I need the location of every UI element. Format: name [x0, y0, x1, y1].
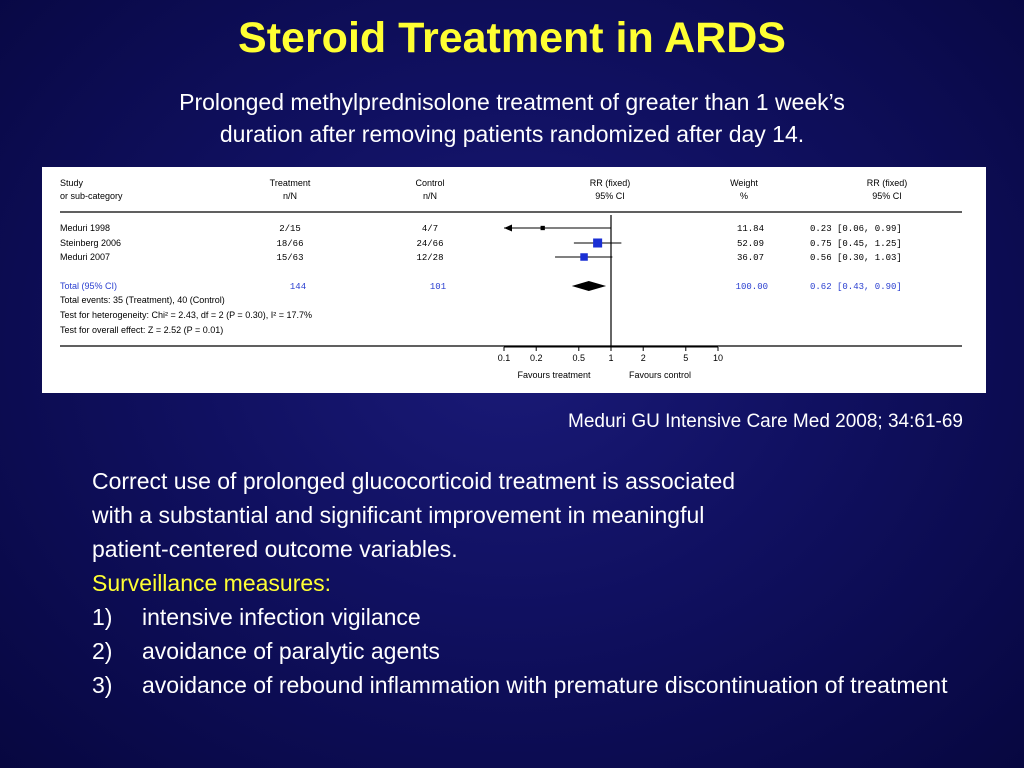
total-row: [60, 281, 902, 292]
study-rr: 0.75 [0.45, 1.25]: [810, 239, 902, 249]
list-item: [92, 668, 972, 702]
header-treatment-sub: n/N: [282, 191, 298, 201]
list-item: [92, 634, 972, 668]
header-weight-sub: %: [739, 191, 749, 201]
study-treatment: 18/66: [276, 239, 304, 249]
total-control: 101: [429, 282, 447, 292]
study-rr: 0.56 [0.30, 1.03]: [810, 253, 902, 263]
header-control: Control: [415, 178, 445, 188]
study-weight: 52.09: [736, 239, 764, 249]
body-text: [92, 464, 972, 702]
study-name: Steinberg 2006: [60, 238, 122, 248]
point-estimate-square: [541, 226, 545, 230]
favours-treatment-label: Favours treatment: [517, 370, 591, 380]
header-weight: Weight: [730, 178, 758, 188]
list-item: [92, 600, 972, 634]
x-tick-label: 0.2: [529, 353, 543, 363]
citation: Meduri GU Intensive Care Med 2008; 34:61-69: [568, 411, 963, 432]
subtitle-line: Prolonged methylprednisolone treatment of greater than 1 week’s: [179, 89, 845, 115]
header-control-sub: n/N: [422, 191, 438, 201]
header-study-sub: or sub-category: [60, 191, 123, 201]
list-item-number: 3): [92, 672, 113, 698]
total-events-note: Total events: 35 (Treatment), 40 (Control): [60, 295, 225, 305]
total-rr: 0.62 [0.43, 0.90]: [810, 282, 902, 292]
slide-subtitle: [60, 86, 964, 150]
ci-arrow: [504, 225, 512, 232]
overall-effect-note: Test for overall effect: Z = 2.52 (P = 0.01): [60, 325, 224, 335]
study-weight: 36.07: [736, 253, 764, 263]
study-control: 12/28: [416, 253, 444, 263]
study-weight: 11.84: [736, 224, 764, 234]
point-estimate-square: [593, 238, 602, 247]
x-tick-label: 0.5: [572, 353, 586, 363]
x-tick-label: 0.1: [497, 353, 511, 363]
x-tick-label: 1: [608, 353, 614, 363]
study-rr: 0.23 [0.06, 0.99]: [810, 224, 902, 234]
header-study: Study: [60, 178, 84, 188]
summary-line: Correct use of prolonged glucocorticoid treatment is associated: [92, 468, 736, 494]
header-effect: RR (fixed): [589, 178, 631, 188]
header-treatment: Treatment: [269, 178, 311, 188]
slide-title: Steroid Treatment in ARDS: [238, 14, 786, 62]
forest-plot: [42, 167, 986, 393]
header-rr: RR (fixed): [866, 178, 908, 188]
x-tick-label: 5: [683, 353, 689, 363]
study-row: [60, 252, 902, 263]
total-name: Total (95% CI): [60, 281, 118, 291]
pooled-estimate-diamond: [572, 281, 606, 291]
study-treatment: 2/15: [279, 224, 301, 234]
x-tick-label: 2: [640, 353, 646, 363]
header-effect-sub: 95% CI: [595, 191, 625, 201]
point-estimate-square: [580, 253, 588, 261]
list-item-text: avoidance of paralytic agents: [142, 638, 440, 664]
list-item-number: 2): [92, 638, 113, 664]
heterogeneity-note: Test for heterogeneity: Chi² = 2.43, df = 2 (P = 0.30), I² = 17.7%: [60, 310, 312, 320]
x-tick-label: 10: [712, 353, 724, 363]
study-control: 4/7: [421, 224, 439, 234]
study-name: Meduri 2007: [60, 252, 111, 262]
study-control: 24/66: [416, 239, 444, 249]
total-weight: 100.00: [735, 282, 768, 292]
subtitle-line: duration after removing patients randomized after day 14.: [219, 121, 805, 147]
total-treatment: 144: [289, 282, 307, 292]
forest-plot-panel: [42, 167, 986, 393]
surveillance-heading: Surveillance measures:: [92, 570, 332, 596]
study-treatment: 15/63: [276, 253, 304, 263]
summary-line: with a substantial and significant improvement in meaningful: [92, 502, 705, 528]
study-name: Meduri 1998: [60, 223, 111, 233]
surveillance-list: [92, 600, 972, 702]
list-item-text: intensive infection vigilance: [142, 604, 421, 630]
study-row: [60, 238, 902, 249]
study-row: [60, 223, 902, 234]
favours-control-label: Favours control: [628, 370, 692, 380]
list-item-text: avoidance of rebound inflammation with premature discontinuation of treatment: [142, 672, 948, 698]
list-item-number: 1): [92, 604, 113, 630]
summary-line: patient-centered outcome variables.: [92, 536, 458, 562]
plot-marks: [498, 215, 723, 363]
header-rr-sub: 95% CI: [872, 191, 902, 201]
